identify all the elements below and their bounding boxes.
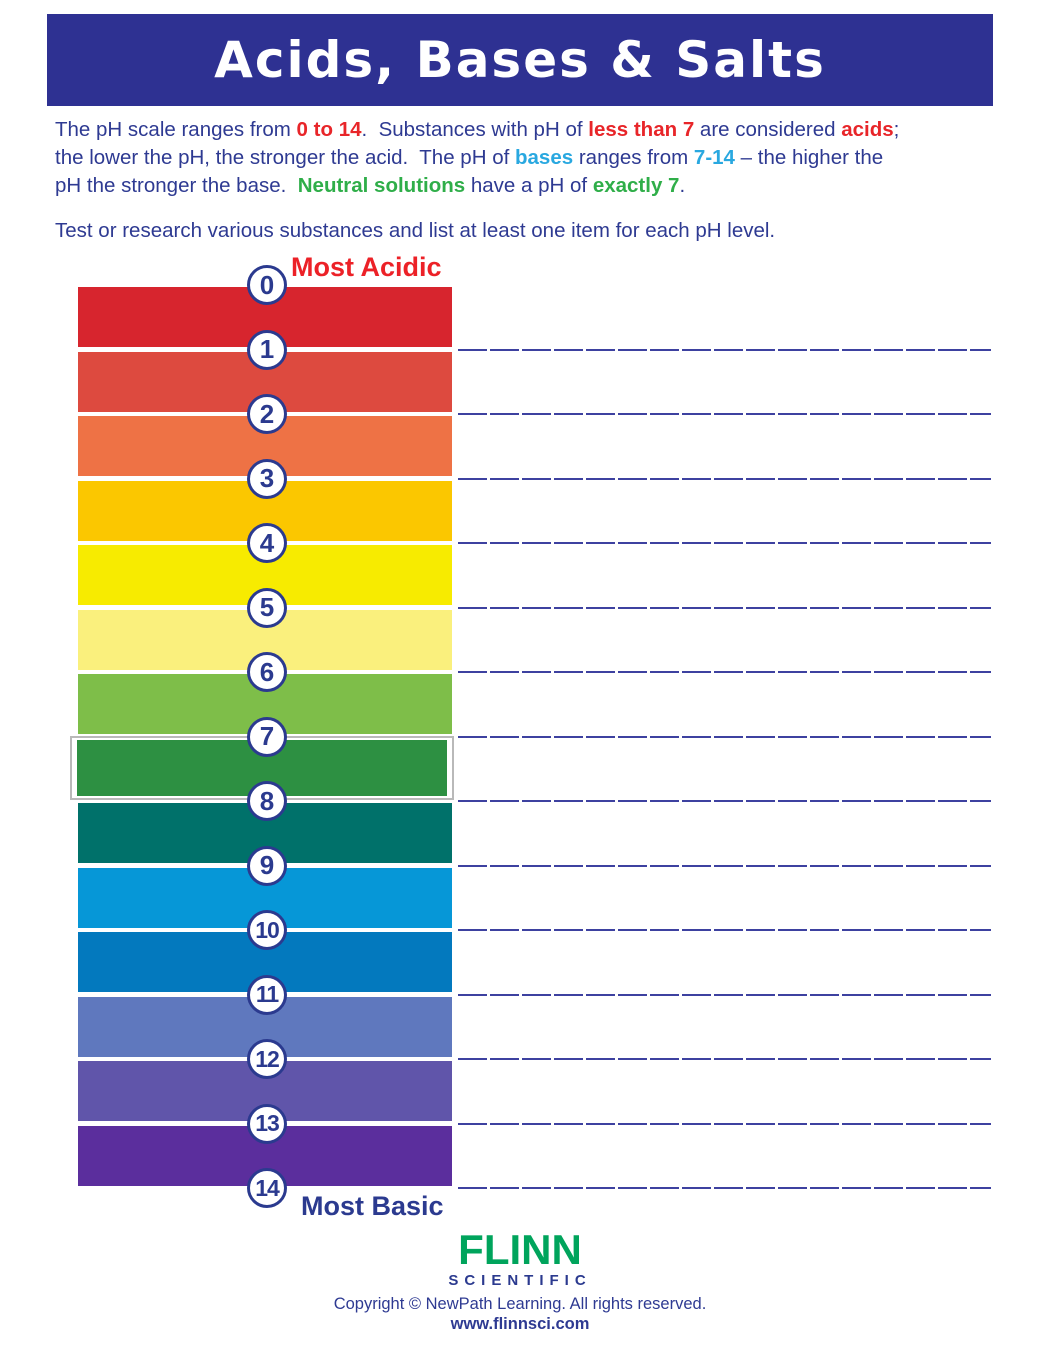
ph-circle-11: 11 bbox=[247, 975, 287, 1015]
intro-segment: bases bbox=[515, 146, 574, 169]
intro-segment: 0 to 14 bbox=[296, 118, 362, 141]
footer bbox=[0, 1226, 1040, 1334]
intro-segment: are considered bbox=[694, 118, 842, 141]
answer-line-11[interactable] bbox=[458, 994, 991, 996]
intro-segment: exactly 7 bbox=[592, 174, 680, 197]
ph-circle-5: 5 bbox=[247, 588, 287, 628]
ph-circle-7: 7 bbox=[247, 717, 287, 757]
page-title: Acids, Bases & Salts bbox=[214, 31, 826, 89]
intro-segment: less than 7 bbox=[588, 118, 695, 141]
most-acidic-label: Most Acidic bbox=[291, 252, 442, 282]
intro-segment: pH the stronger the base. bbox=[55, 174, 298, 197]
intro-segment: ; bbox=[893, 118, 900, 141]
ph-circle-9: 9 bbox=[247, 846, 287, 886]
intro-segment: The pH scale ranges from bbox=[55, 118, 297, 141]
answer-line-14[interactable] bbox=[458, 1187, 991, 1189]
ph-circle-12: 12 bbox=[247, 1039, 287, 1079]
intro-segment: . bbox=[679, 174, 686, 197]
answer-line-1[interactable] bbox=[458, 349, 991, 351]
answer-line-4[interactable] bbox=[458, 542, 991, 544]
answer-line-10[interactable] bbox=[458, 929, 991, 931]
intro-segment: have a pH of bbox=[465, 174, 593, 197]
intro-segment: – the higher the bbox=[734, 146, 884, 169]
website-link[interactable]: www.flinnsci.com bbox=[450, 1315, 590, 1333]
ph-circle-0: 0 bbox=[247, 265, 287, 305]
intro-segment: 7-14 bbox=[693, 146, 735, 169]
answer-line-12[interactable] bbox=[458, 1058, 991, 1060]
answer-line-9[interactable] bbox=[458, 865, 991, 867]
instruction-text: Test or research various substances and list at least one item for each pH level. bbox=[55, 219, 776, 242]
intro-segment: . Substances with pH of bbox=[361, 118, 589, 141]
answer-line-2[interactable] bbox=[458, 413, 991, 415]
answer-line-13[interactable] bbox=[458, 1123, 991, 1125]
answer-line-5[interactable] bbox=[458, 607, 991, 609]
copyright-text: Copyright © NewPath Learning. All rights reserved. bbox=[333, 1295, 707, 1313]
intro-segment: ranges from bbox=[573, 146, 694, 169]
flinn-logo-subtitle: SCIENTIFIC bbox=[448, 1272, 592, 1289]
intro-segment: acids bbox=[841, 118, 894, 141]
answer-line-7[interactable] bbox=[458, 736, 991, 738]
answer-line-3[interactable] bbox=[458, 478, 991, 480]
ph-circle-8: 8 bbox=[247, 781, 287, 821]
ph-circle-4: 4 bbox=[247, 523, 287, 563]
intro-segment: the lower the pH, the stronger the acid. The pH of bbox=[55, 146, 515, 169]
ph-circle-14: 14 bbox=[247, 1168, 287, 1208]
ph-circle-6: 6 bbox=[247, 652, 287, 692]
ph-circle-1: 1 bbox=[247, 330, 287, 370]
answer-line-6[interactable] bbox=[458, 671, 991, 673]
ph-circle-13: 13 bbox=[247, 1104, 287, 1144]
ph-circle-3: 3 bbox=[247, 459, 287, 499]
answer-line-8[interactable] bbox=[458, 800, 991, 802]
intro-segment: Neutral solutions bbox=[297, 174, 466, 197]
most-basic-label: Most Basic bbox=[301, 1191, 444, 1221]
flinn-logo: FLINN bbox=[458, 1226, 582, 1273]
ph-circle-10: 10 bbox=[247, 910, 287, 950]
ph-circle-2: 2 bbox=[247, 394, 287, 434]
